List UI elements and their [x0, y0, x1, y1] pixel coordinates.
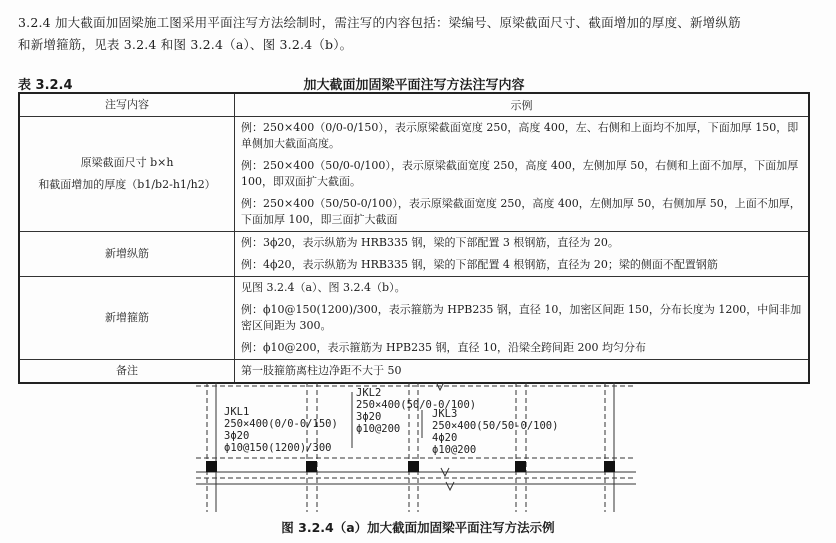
column-markers	[206, 461, 615, 472]
table-title: 加大截面加固梁平面注写方法注写内容	[303, 78, 525, 93]
table-row	[19, 360, 809, 384]
jkl1-rebar: 3ϕ20	[224, 430, 250, 442]
intro-line-1: 3.2.4 加大截面加固梁施工图采用平面注写方法绘制时，需注写的内容包括：梁编号、原梁截面尺寸、截面增加的厚度、新增纵筋	[18, 15, 741, 30]
example-text: 例：4ϕ20，表示纵筋为 HRB335 钢，梁的下部配置 4 根钢筋，直径为 20；梁的侧面不配置钢筋	[241, 258, 718, 271]
jkl2-rebar: 3ϕ20	[356, 411, 382, 423]
column-marker	[408, 461, 419, 472]
example-text: 例：ϕ10@150(1200)/300，表示箍筋为 HPB235 钢，直径 10，加密区间距 150，分布长度为 1200，中间非加密区间距为 300。	[241, 303, 802, 332]
jkl2-section: 250×400(50/0-0/100)	[356, 399, 477, 411]
table-number: 表 3.2.4	[18, 78, 73, 93]
example-text: 例：250×400（50/50-0/100），表示原梁截面宽度 250，高度 400，左侧加厚 50，右侧加厚 50，上面不加厚，下面加厚 100，即三面扩大截面	[241, 197, 801, 226]
example-text: 第一肢箍筋离柱边净距不大于 50	[241, 364, 402, 377]
row-label-line: 原梁截面尺寸 b×h	[80, 156, 174, 169]
column-marker	[306, 461, 317, 472]
jkl2-stirrup: ϕ10@200	[356, 423, 401, 435]
row-examples	[235, 360, 810, 384]
table-row	[19, 232, 809, 277]
row-examples	[235, 232, 810, 277]
table-row	[19, 117, 809, 232]
header-example: 示例	[235, 93, 810, 117]
table-caption	[18, 74, 810, 92]
annotation-table	[18, 92, 810, 384]
jkl3-stirrup: ϕ10@200	[432, 444, 477, 456]
row-label: 新增箍筋	[19, 277, 235, 360]
example-text: 例：ϕ10@200，表示箍筋为 HPB235 钢，直径 10，沿梁全跨间距 200 均匀分布	[241, 341, 647, 354]
intro-paragraph	[18, 12, 818, 56]
row-label-line: 和截面增加的厚度（b1/b2-h1/h2）	[38, 178, 216, 191]
header-content: 注写内容	[19, 93, 235, 117]
row-examples	[235, 117, 810, 232]
column-marker	[206, 461, 217, 472]
figure-caption: 图 3.2.4（a）加大截面加固梁平面注写方法示例	[281, 520, 555, 535]
table-header-row	[19, 93, 809, 117]
jkl3-section: 250×400(50/50-0/100)	[432, 420, 559, 432]
example-text: 见图 3.2.4（a）、图 3.2.4（b）。	[241, 281, 406, 294]
jkl3-rebar: 4ϕ20	[432, 432, 458, 444]
example-text: 例：3ϕ20，表示纵筋为 HRB335 钢，梁的下部配置 3 根钢筋，直径为 20。	[241, 236, 619, 249]
row-examples	[235, 277, 810, 360]
row-label: 新增纵筋	[19, 232, 235, 277]
example-text: 例：250×400（0/0-0/150），表示原梁截面宽度 250，高度 400，左、右侧和上面均不加厚，下面加厚 150，即单侧加大截面高度。	[241, 121, 799, 150]
row-label: 备注	[19, 360, 235, 384]
jkl3-label: JKL3	[432, 408, 458, 420]
row-label	[19, 117, 235, 232]
beam-plan-figure	[196, 382, 636, 512]
column-marker	[515, 461, 526, 472]
jkl1-section: 250×400(0/0-0/150)	[224, 418, 338, 430]
jkl1-stirrup: ϕ10@150(1200)/300	[224, 442, 332, 454]
jkl2-label: JKL2	[356, 387, 382, 399]
intro-line-2: 和新增箍筋，见表 3.2.4 和图 3.2.4（a）、图 3.2.4（b）。	[18, 37, 353, 52]
table-row	[19, 277, 809, 360]
example-text: 例：250×400（50/0-0/100），表示原梁截面宽度 250，高度 400，左侧加厚 50，右侧和上面不加厚，下面加厚 100，即双面扩大截面。	[241, 159, 799, 188]
jkl1-label: JKL1	[224, 406, 250, 418]
beam-plan-drawing	[196, 382, 636, 512]
column-marker	[604, 461, 615, 472]
